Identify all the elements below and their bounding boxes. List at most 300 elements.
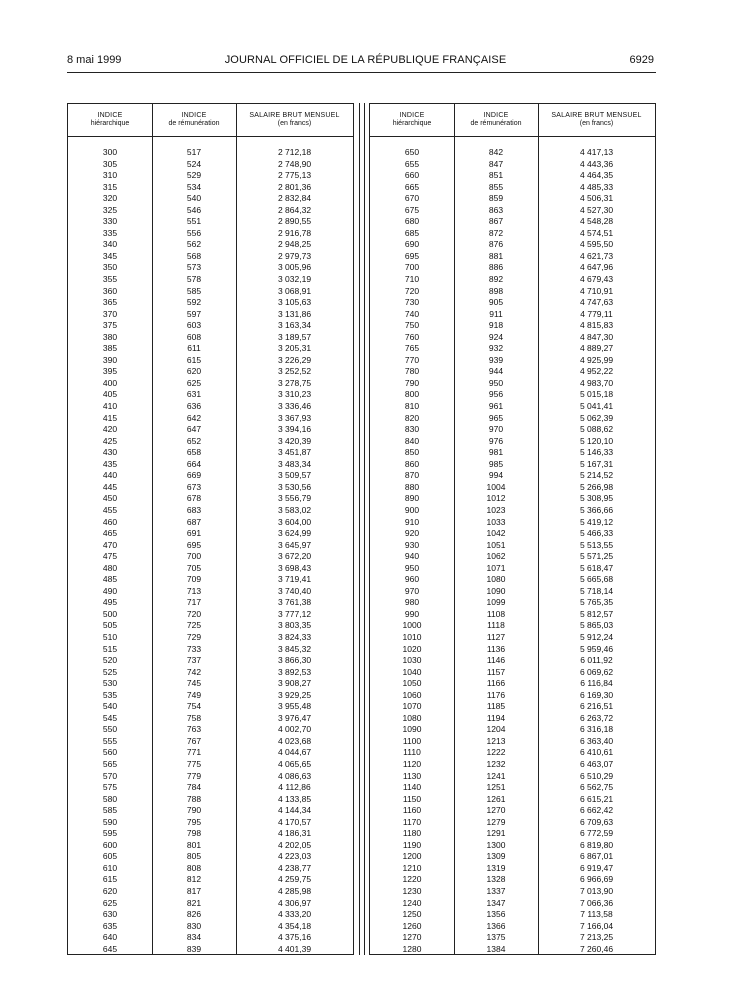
cell-hierarchical-index: 325	[102, 204, 118, 215]
cell-monthly-salary: 3 205,31	[277, 343, 312, 354]
cell-monthly-salary: 3 777,12	[277, 608, 312, 619]
cell-hierarchical-index: 300	[102, 147, 118, 157]
cell-remuneration-index: 918	[488, 320, 504, 331]
table-row	[68, 551, 353, 563]
cell-hierarchical-index: 780	[404, 366, 420, 377]
cell-remuneration-index: 970	[488, 424, 504, 435]
cell-hierarchical-index: 595	[102, 828, 118, 839]
cell-hierarchical-index: 860	[404, 458, 420, 469]
cell-monthly-salary: 4 506,31	[579, 193, 614, 204]
cell-hierarchical-index: 565	[102, 758, 118, 769]
table-row	[68, 286, 353, 298]
cell-hierarchical-index: 980	[404, 597, 420, 608]
table-row	[68, 447, 353, 459]
cell-hierarchical-index: 400	[102, 377, 118, 388]
cell-hierarchical-index: 560	[102, 747, 118, 758]
cell-hierarchical-index: 490	[102, 585, 118, 596]
cell-monthly-salary: 4 747,63	[579, 297, 614, 308]
cell-remuneration-index: 733	[186, 643, 202, 654]
cell-remuneration-index: 839	[186, 943, 202, 954]
column-header-monthly-salary	[236, 104, 353, 136]
column-header-line: INDICE	[181, 112, 207, 119]
table-row	[370, 620, 655, 632]
table-row	[68, 794, 353, 806]
cell-remuneration-index: 775	[186, 758, 202, 769]
cell-hierarchical-index: 770	[404, 354, 420, 365]
cell-monthly-salary: 4 647,96	[579, 262, 614, 273]
cell-remuneration-index: 1118	[487, 620, 505, 631]
cell-hierarchical-index: 545	[102, 712, 118, 723]
cell-remuneration-index: 867	[488, 216, 504, 227]
table-row	[68, 517, 353, 529]
cell-monthly-salary: 2 748,90	[277, 158, 312, 169]
cell-remuneration-index: 691	[186, 528, 202, 539]
cell-hierarchical-index: 800	[404, 389, 420, 400]
table-row	[370, 205, 655, 217]
cell-monthly-salary: 6 510,29	[579, 770, 614, 781]
cell-monthly-salary: 3 672,20	[277, 551, 312, 562]
cell-monthly-salary: 5 088,62	[579, 424, 614, 435]
cell-hierarchical-index: 500	[102, 608, 118, 619]
cell-monthly-salary: 5 665,68	[579, 574, 614, 585]
cell-monthly-salary: 4 485,33	[579, 181, 614, 192]
table-row	[370, 863, 655, 875]
cell-hierarchical-index: 350	[102, 262, 118, 273]
cell-hierarchical-index: 1120	[402, 758, 422, 769]
cell-hierarchical-index: 590	[102, 816, 118, 827]
cell-monthly-salary: 5 015,18	[579, 389, 614, 400]
cell-hierarchical-index: 520	[102, 655, 118, 666]
cell-monthly-salary: 3 163,34	[277, 320, 312, 331]
table-row	[370, 459, 655, 471]
cell-monthly-salary: 5 513,55	[579, 539, 614, 550]
cell-monthly-salary: 3 252,52	[277, 366, 312, 377]
cell-remuneration-index: 754	[186, 701, 202, 712]
cell-monthly-salary: 4 133,85	[277, 793, 312, 804]
cell-remuneration-index: 872	[488, 227, 504, 238]
table-row	[68, 528, 353, 540]
cell-monthly-salary: 3 068,91	[277, 285, 312, 296]
cell-remuneration-index: 863	[488, 204, 504, 215]
salary-table-left	[67, 103, 354, 955]
cell-remuneration-index: 763	[186, 724, 202, 735]
table-row	[370, 644, 655, 656]
cell-hierarchical-index: 850	[404, 447, 420, 458]
table-row	[370, 817, 655, 829]
cell-monthly-salary: 6 662,42	[579, 805, 614, 816]
table-row	[370, 378, 655, 390]
cell-hierarchical-index: 615	[102, 874, 118, 885]
cell-monthly-salary: 4 112,86	[278, 782, 311, 793]
table-row	[68, 898, 353, 910]
table-row	[68, 493, 353, 505]
cell-monthly-salary: 4 202,05	[277, 839, 312, 850]
cell-hierarchical-index: 460	[102, 516, 118, 527]
table-row	[370, 632, 655, 644]
cell-remuneration-index: 1136	[486, 643, 506, 654]
cell-hierarchical-index: 320	[102, 193, 118, 204]
cell-monthly-salary: 6 263,72	[579, 712, 614, 723]
cell-remuneration-index: 985	[488, 458, 504, 469]
cell-remuneration-index: 851	[488, 170, 504, 181]
cell-hierarchical-index: 765	[404, 343, 420, 354]
cell-remuneration-index: 683	[186, 504, 202, 515]
cell-hierarchical-index: 1050	[402, 678, 422, 689]
cell-hierarchical-index: 495	[102, 597, 118, 608]
table-row	[68, 309, 353, 321]
cell-remuneration-index: 758	[186, 712, 202, 723]
table-row	[68, 228, 353, 240]
cell-monthly-salary: 5 214,52	[579, 470, 614, 481]
cell-monthly-salary: 5 120,10	[579, 435, 614, 446]
cell-hierarchical-index: 970	[404, 585, 420, 596]
cell-remuneration-index: 611	[187, 343, 201, 354]
page-number: 6929	[629, 54, 654, 66]
cell-hierarchical-index: 405	[102, 389, 118, 400]
cell-monthly-salary: 4 354,18	[277, 920, 312, 931]
cell-remuneration-index: 717	[186, 597, 202, 608]
cell-monthly-salary: 4 259,75	[277, 874, 312, 885]
table-row	[370, 551, 655, 563]
cell-hierarchical-index: 650	[404, 147, 420, 157]
cell-remuneration-index: 886	[488, 262, 504, 273]
cell-hierarchical-index: 1060	[402, 689, 422, 700]
cell-remuneration-index: 1251	[486, 782, 506, 793]
cell-monthly-salary: 3 451,87	[277, 447, 312, 458]
cell-monthly-salary: 4 238,77	[277, 862, 312, 873]
column-header-line: SALAIRE BRUT MENSUEL	[551, 112, 642, 119]
cell-hierarchical-index: 1170	[402, 816, 422, 827]
table-row	[370, 447, 655, 459]
table-row	[68, 205, 353, 217]
cell-monthly-salary: 3 583,02	[277, 504, 312, 515]
cell-hierarchical-index: 950	[404, 562, 420, 573]
cell-hierarchical-index: 450	[102, 493, 118, 504]
table-row	[370, 828, 655, 840]
cell-monthly-salary: 3 719,41	[277, 574, 312, 585]
page-header	[0, 0, 731, 70]
cell-monthly-salary: 4 186,31	[277, 828, 312, 839]
cell-monthly-salary: 6 169,30	[579, 689, 614, 700]
cell-hierarchical-index: 600	[102, 839, 118, 850]
cell-monthly-salary: 4 170,57	[277, 816, 312, 827]
cell-monthly-salary: 2 801,36	[277, 181, 312, 192]
table-row	[68, 817, 353, 829]
cell-hierarchical-index: 435	[102, 458, 118, 469]
table-row	[370, 898, 655, 910]
table-row	[370, 216, 655, 228]
cell-hierarchical-index: 535	[102, 689, 118, 700]
table-row	[370, 170, 655, 182]
table-row	[68, 782, 353, 794]
cell-hierarchical-index: 410	[102, 401, 118, 412]
cell-hierarchical-index: 475	[102, 551, 118, 562]
cell-hierarchical-index: 375	[102, 320, 118, 331]
cell-hierarchical-index: 1190	[402, 839, 422, 850]
cell-remuneration-index: 652	[186, 435, 202, 446]
cell-monthly-salary: 3 394,16	[277, 424, 312, 435]
cell-remuneration-index: 1309	[486, 851, 506, 862]
cell-hierarchical-index: 1040	[402, 666, 422, 677]
cell-hierarchical-index: 330	[102, 216, 118, 227]
cell-monthly-salary: 4 333,20	[277, 909, 312, 920]
cell-monthly-salary: 4 710,91	[579, 285, 614, 296]
table-row	[370, 239, 655, 251]
cell-remuneration-index: 636	[186, 401, 202, 412]
cell-monthly-salary: 3 005,96	[277, 262, 312, 273]
cell-monthly-salary: 4 417,13	[579, 147, 614, 157]
cell-hierarchical-index: 335	[102, 227, 118, 238]
cell-monthly-salary: 2 775,13	[277, 170, 312, 181]
cell-remuneration-index: 1004	[486, 481, 506, 492]
cell-monthly-salary: 5 041,41	[579, 401, 614, 412]
cell-hierarchical-index: 355	[102, 274, 118, 285]
cell-monthly-salary: 6 410,61	[579, 747, 614, 758]
table-row	[68, 828, 353, 840]
table-row	[68, 563, 353, 575]
cell-remuneration-index: 524	[186, 158, 202, 169]
table-row	[370, 574, 655, 586]
cell-monthly-salary: 3 278,75	[277, 377, 312, 388]
cell-remuneration-index: 1300	[486, 839, 506, 850]
cell-monthly-salary: 6 011,92	[580, 655, 613, 666]
cell-hierarchical-index: 395	[102, 366, 118, 377]
cell-hierarchical-index: 655	[404, 158, 420, 169]
table-row	[68, 320, 353, 332]
cell-monthly-salary: 5 959,46	[579, 643, 614, 654]
cell-monthly-salary: 5 062,39	[579, 412, 614, 423]
table-row	[370, 597, 655, 609]
table-row	[68, 505, 353, 517]
cell-hierarchical-index: 1220	[402, 874, 422, 885]
cell-hierarchical-index: 625	[102, 897, 118, 908]
cell-monthly-salary: 3 645,97	[277, 539, 312, 550]
cell-remuneration-index: 709	[186, 574, 202, 585]
table-row	[68, 193, 353, 205]
cell-remuneration-index: 1384	[486, 943, 506, 954]
column-header-line: de rémunération	[470, 120, 522, 127]
cell-monthly-salary: 7 013,90	[579, 886, 614, 896]
cell-remuneration-index: 892	[488, 274, 504, 285]
column-header-line: INDICE	[399, 112, 425, 119]
cell-hierarchical-index: 790	[404, 377, 420, 388]
table-row	[68, 262, 353, 274]
cell-remuneration-index: 1375	[486, 932, 506, 943]
cell-hierarchical-index: 810	[404, 401, 420, 412]
table-row	[68, 944, 353, 956]
cell-monthly-salary: 4 952,22	[579, 366, 614, 377]
cell-remuneration-index: 1261	[486, 793, 506, 804]
cell-monthly-salary: 3 908,27	[277, 678, 312, 689]
cell-remuneration-index: 1279	[486, 816, 506, 827]
cell-monthly-salary: 4 621,73	[579, 250, 614, 261]
cell-remuneration-index: 771	[186, 747, 202, 758]
table-row	[370, 655, 655, 667]
cell-hierarchical-index: 635	[102, 920, 118, 931]
cell-monthly-salary: 3 892,53	[277, 666, 312, 677]
cell-hierarchical-index: 340	[102, 239, 118, 250]
table-row	[68, 216, 353, 228]
cell-remuneration-index: 965	[488, 412, 504, 423]
cell-remuneration-index: 1319	[486, 862, 506, 873]
column-header-remuneration-index	[454, 104, 538, 136]
cell-monthly-salary: 4 144,34	[277, 805, 312, 816]
table-row	[370, 690, 655, 702]
cell-remuneration-index: 597	[186, 308, 202, 319]
cell-remuneration-index: 1204	[486, 724, 506, 735]
table-row	[68, 655, 353, 667]
cell-monthly-salary: 7 260,46	[579, 943, 614, 954]
cell-remuneration-index: 788	[186, 793, 202, 804]
column-header-line: hiérarchique	[392, 120, 432, 127]
table-row	[370, 851, 655, 863]
cell-remuneration-index: 1042	[486, 528, 506, 539]
cell-hierarchical-index: 900	[404, 504, 420, 515]
table-row	[68, 459, 353, 471]
cell-remuneration-index: 830	[186, 920, 202, 931]
cell-remuneration-index: 720	[186, 608, 202, 619]
cell-hierarchical-index: 465	[102, 528, 118, 539]
table-row	[68, 886, 353, 898]
cell-monthly-salary: 5 571,25	[579, 551, 614, 562]
cell-remuneration-index: 798	[186, 828, 202, 839]
cell-hierarchical-index: 630	[102, 909, 118, 920]
cell-remuneration-index: 562	[186, 239, 202, 250]
cell-monthly-salary: 4 023,68	[277, 735, 312, 746]
cell-hierarchical-index: 440	[102, 470, 118, 481]
cell-hierarchical-index: 470	[102, 539, 118, 550]
cell-remuneration-index: 578	[186, 274, 202, 285]
table-row	[68, 389, 353, 401]
cell-monthly-salary: 4 847,30	[579, 331, 614, 342]
cell-remuneration-index: 678	[186, 493, 202, 504]
cell-monthly-salary: 5 419,12	[579, 516, 614, 527]
table-row	[370, 262, 655, 274]
table-row	[68, 701, 353, 713]
cell-hierarchical-index: 420	[102, 424, 118, 435]
cell-monthly-salary: 6 867,01	[579, 851, 614, 862]
table-row	[370, 436, 655, 448]
cell-remuneration-index: 664	[186, 458, 202, 469]
cell-hierarchical-index: 575	[102, 782, 118, 793]
cell-hierarchical-index: 760	[404, 331, 420, 342]
cell-hierarchical-index: 880	[404, 481, 420, 492]
header-rule	[67, 72, 656, 73]
cell-remuneration-index: 932	[488, 343, 504, 354]
cell-hierarchical-index: 830	[404, 424, 420, 435]
cell-remuneration-index: 1033	[486, 516, 506, 527]
table-row	[68, 274, 353, 286]
cell-remuneration-index: 855	[488, 181, 504, 192]
table-row	[370, 736, 655, 748]
cell-hierarchical-index: 525	[102, 666, 118, 677]
cell-monthly-salary: 6 069,62	[579, 666, 614, 677]
table-row	[68, 182, 353, 194]
cell-remuneration-index: 1146	[486, 655, 506, 666]
table-row	[68, 840, 353, 852]
cell-monthly-salary: 3 845,32	[277, 643, 312, 654]
table-row	[370, 274, 655, 286]
cell-monthly-salary: 7 213,25	[579, 932, 614, 943]
cell-monthly-salary: 6 919,47	[579, 862, 614, 873]
cell-monthly-salary: 7 113,58	[580, 909, 613, 920]
table-row	[370, 886, 655, 898]
cell-remuneration-index: 795	[186, 816, 202, 827]
cell-hierarchical-index: 870	[404, 470, 420, 481]
cell-hierarchical-index: 555	[102, 735, 118, 746]
cell-monthly-salary: 6 116,84	[580, 678, 613, 689]
cell-remuneration-index: 779	[186, 770, 202, 781]
cell-remuneration-index: 944	[488, 366, 504, 377]
cell-hierarchical-index: 1180	[402, 828, 422, 839]
cell-hierarchical-index: 315	[102, 181, 118, 192]
cell-hierarchical-index: 700	[404, 262, 420, 273]
table-row	[68, 690, 353, 702]
cell-monthly-salary: 4 443,36	[579, 158, 614, 169]
table-row	[370, 424, 655, 436]
cell-remuneration-index: 939	[488, 354, 504, 365]
cell-monthly-salary: 3 604,00	[277, 516, 312, 527]
table-row	[370, 482, 655, 494]
table-row	[370, 309, 655, 321]
cell-hierarchical-index: 605	[102, 851, 118, 862]
cell-hierarchical-index: 960	[404, 574, 420, 585]
cell-remuneration-index: 625	[186, 377, 202, 388]
cell-monthly-salary: 3 530,56	[277, 481, 312, 492]
table-row	[68, 620, 353, 632]
cell-monthly-salary: 6 562,75	[579, 782, 614, 793]
table-row	[68, 724, 353, 736]
cell-remuneration-index: 713	[186, 585, 202, 596]
cell-remuneration-index: 767	[186, 735, 202, 746]
table-row	[68, 586, 353, 598]
table-row	[370, 932, 655, 944]
cell-hierarchical-index: 820	[404, 412, 420, 423]
cell-monthly-salary: 6 615,21	[579, 793, 614, 804]
table-row	[68, 874, 353, 886]
cell-hierarchical-index: 1280	[402, 943, 422, 954]
table-row	[370, 667, 655, 679]
column-header-line: INDICE	[97, 112, 123, 119]
cell-remuneration-index: 737	[186, 655, 202, 666]
cell-remuneration-index: 905	[488, 297, 504, 308]
cell-monthly-salary: 5 266,98	[579, 481, 614, 492]
cell-hierarchical-index: 365	[102, 297, 118, 308]
table-row	[370, 724, 655, 736]
table-row	[370, 759, 655, 771]
cell-remuneration-index: 847	[488, 158, 504, 169]
table-body	[370, 147, 655, 955]
table-row	[370, 320, 655, 332]
table-row	[68, 251, 353, 263]
cell-remuneration-index: 642	[186, 412, 202, 423]
cell-monthly-salary: 4 679,43	[579, 274, 614, 285]
table-row	[370, 251, 655, 263]
cell-hierarchical-index: 1020	[402, 643, 422, 654]
cell-monthly-salary: 6 819,80	[579, 839, 614, 850]
table-row	[370, 182, 655, 194]
cell-monthly-salary: 5 618,47	[579, 562, 614, 573]
cell-monthly-salary: 3 367,93	[277, 412, 312, 423]
table-row	[68, 932, 353, 944]
cell-hierarchical-index: 1240	[402, 897, 422, 908]
cell-hierarchical-index: 580	[102, 793, 118, 804]
cell-remuneration-index: 1099	[486, 597, 506, 608]
salary-table-right	[369, 103, 656, 955]
cell-monthly-salary: 3 976,47	[277, 712, 312, 723]
cell-remuneration-index: 1051	[486, 539, 506, 550]
cell-hierarchical-index: 740	[404, 308, 420, 319]
